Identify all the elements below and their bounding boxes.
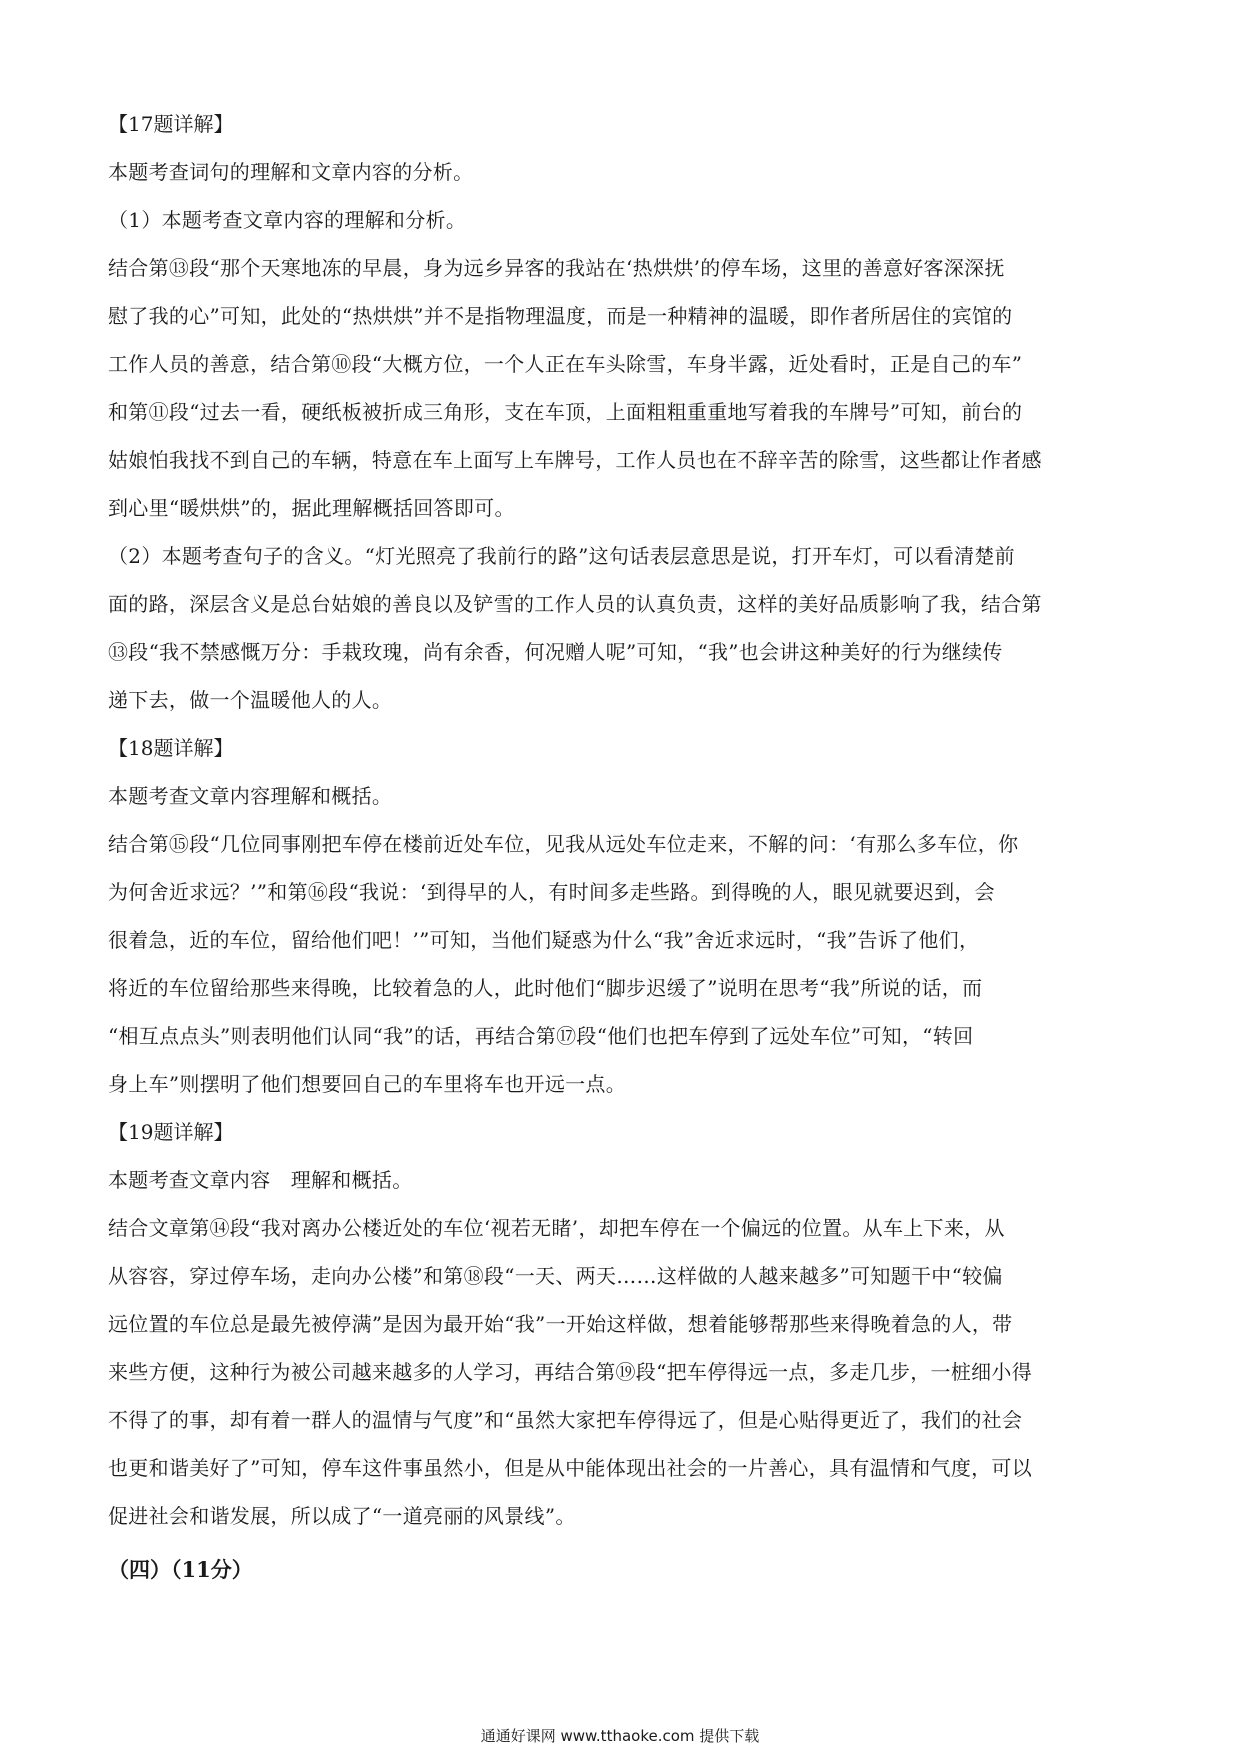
q17-line: （2）本题考查句子的含义。“灯光照亮了我前行的路”这句话表层意思是说，打开车灯，可以看清楚前	[108, 544, 1015, 568]
q19-line: 远位置的车位总是最先被停满”是因为最开始“我”一开始这样做，想着能够帮那些来得晚着急的人，带	[108, 1312, 1013, 1336]
q17-line: 递下去，做一个温暖他人的人。	[108, 688, 393, 712]
q19-line: 结合文章第⑭段“我对离办公楼近处的车位‘视若无睹’，却把车停在一个偏远的位置。从车上下来，从	[108, 1216, 1005, 1240]
q19-line: 从容容，穿过停车场，走向办公楼”和第⑱段“一天、两天……这样做的人越来越多”可知题干中“较偏	[108, 1264, 1003, 1288]
q19-line: 来些方便，这种行为被公司越来越多的人学习，再结合第⑲段“把车停得远一点，多走几步，一桩细小得	[108, 1360, 1033, 1384]
document-body	[108, 100, 1128, 1594]
q17-line: ⑬段“我不禁感慨万分：手栽玫瑰，尚有余香，何况赠人呢”可知，“我”也会讲这种美好的行为继续传	[108, 640, 1003, 664]
q17-intro: 本题考查词句的理解和文章内容的分析。	[108, 160, 474, 184]
q19-heading: 【19题详解】	[108, 1120, 234, 1144]
q18-section	[108, 724, 1128, 1108]
q17-line: 姑娘怕我找不到自己的车辆，特意在车上面写上车牌号，工作人员也在不辞辛苦的除雪，这些都让作者感	[108, 448, 1042, 472]
q18-line: 将近的车位留给那些来得晚，比较着急的人，此时他们“脚步迟缓了”说明在思考“我”所说的话，而	[108, 976, 983, 1000]
q18-line: “相互点点头”则表明他们认同“我”的话，再结合第⑰段“他们也把车停到了远处车位”可知，“转回	[108, 1024, 974, 1048]
q19-line: 也更和谐美好了”可知，停车这件事虽然小，但是从中能体现出社会的一片善心，具有温情和气度，可以	[108, 1456, 1033, 1480]
q17-heading: 【17题详解】	[108, 112, 234, 136]
q17-line: （1）本题考查文章内容的理解和分析。	[108, 208, 467, 232]
q18-line: 很着急，近的车位，留给他们吧！’”可知，当他们疑惑为什么“我”舍近求远时，“我”告诉了他们，	[108, 928, 980, 952]
q19-section	[108, 1108, 1128, 1540]
q17-section	[108, 100, 1128, 724]
q19-intro: 本题考查文章内容 理解和概括。	[108, 1168, 413, 1192]
q18-line: 结合第⑮段“几位同事刚把车停在楼前近处车位，见我从远处车位走来，不解的问：‘有那么多车位，你	[108, 832, 1019, 856]
q17-line: 和第⑪段“过去一看，硬纸板被折成三角形，支在车顶，上面粗粗重重地写着我的车牌号”可知，前台的	[108, 400, 1023, 424]
q17-line: 慰了我的心”可知，此处的“热烘烘”并不是指物理温度，而是一种精神的温暖，即作者所居住的宾馆的	[108, 304, 1013, 328]
q17-line: 到心里“暖烘烘”的，据此理解概括回答即可。	[108, 496, 515, 520]
q17-line: 工作人员的善意，结合第⑩段“大概方位，一个人正在车头除雪，车身半露，近处看时，正是自己的车”	[108, 352, 1023, 376]
q17-line: 面的路，深层含义是总台姑娘的善良以及铲雪的工作人员的认真负责，这样的美好品质影响了我，结合第	[108, 592, 1042, 616]
q18-intro: 本题考查文章内容理解和概括。	[108, 784, 393, 808]
section-four-heading: （四）（11分）	[108, 1557, 253, 1582]
q19-line: 不得了的事，却有着一群人的温情与气度”和“虽然大家把车停得远了，但是心贴得更近了，我们的社会	[108, 1408, 1023, 1432]
q18-line: 为何舍近求远？’”和第⑯段“我说：‘到得早的人，有时间多走些路。到得晚的人，眼见就要迟到，会	[108, 880, 995, 904]
q18-heading: 【18题详解】	[108, 736, 234, 760]
q19-line: 促进社会和谐发展，所以成了“一道亮丽的风景线”。	[108, 1504, 576, 1528]
footer-source-text: 通通好课网 www.tthaoke.com 提供下载	[480, 1727, 760, 1745]
q18-line: 身上车”则摆明了他们想要回自己的车里将车也开远一点。	[108, 1072, 627, 1096]
q17-line: 结合第⑬段“那个天寒地冻的早晨，身为远乡异客的我站在‘热烘烘’的停车场，这里的善意好客深深抚	[108, 256, 1005, 280]
